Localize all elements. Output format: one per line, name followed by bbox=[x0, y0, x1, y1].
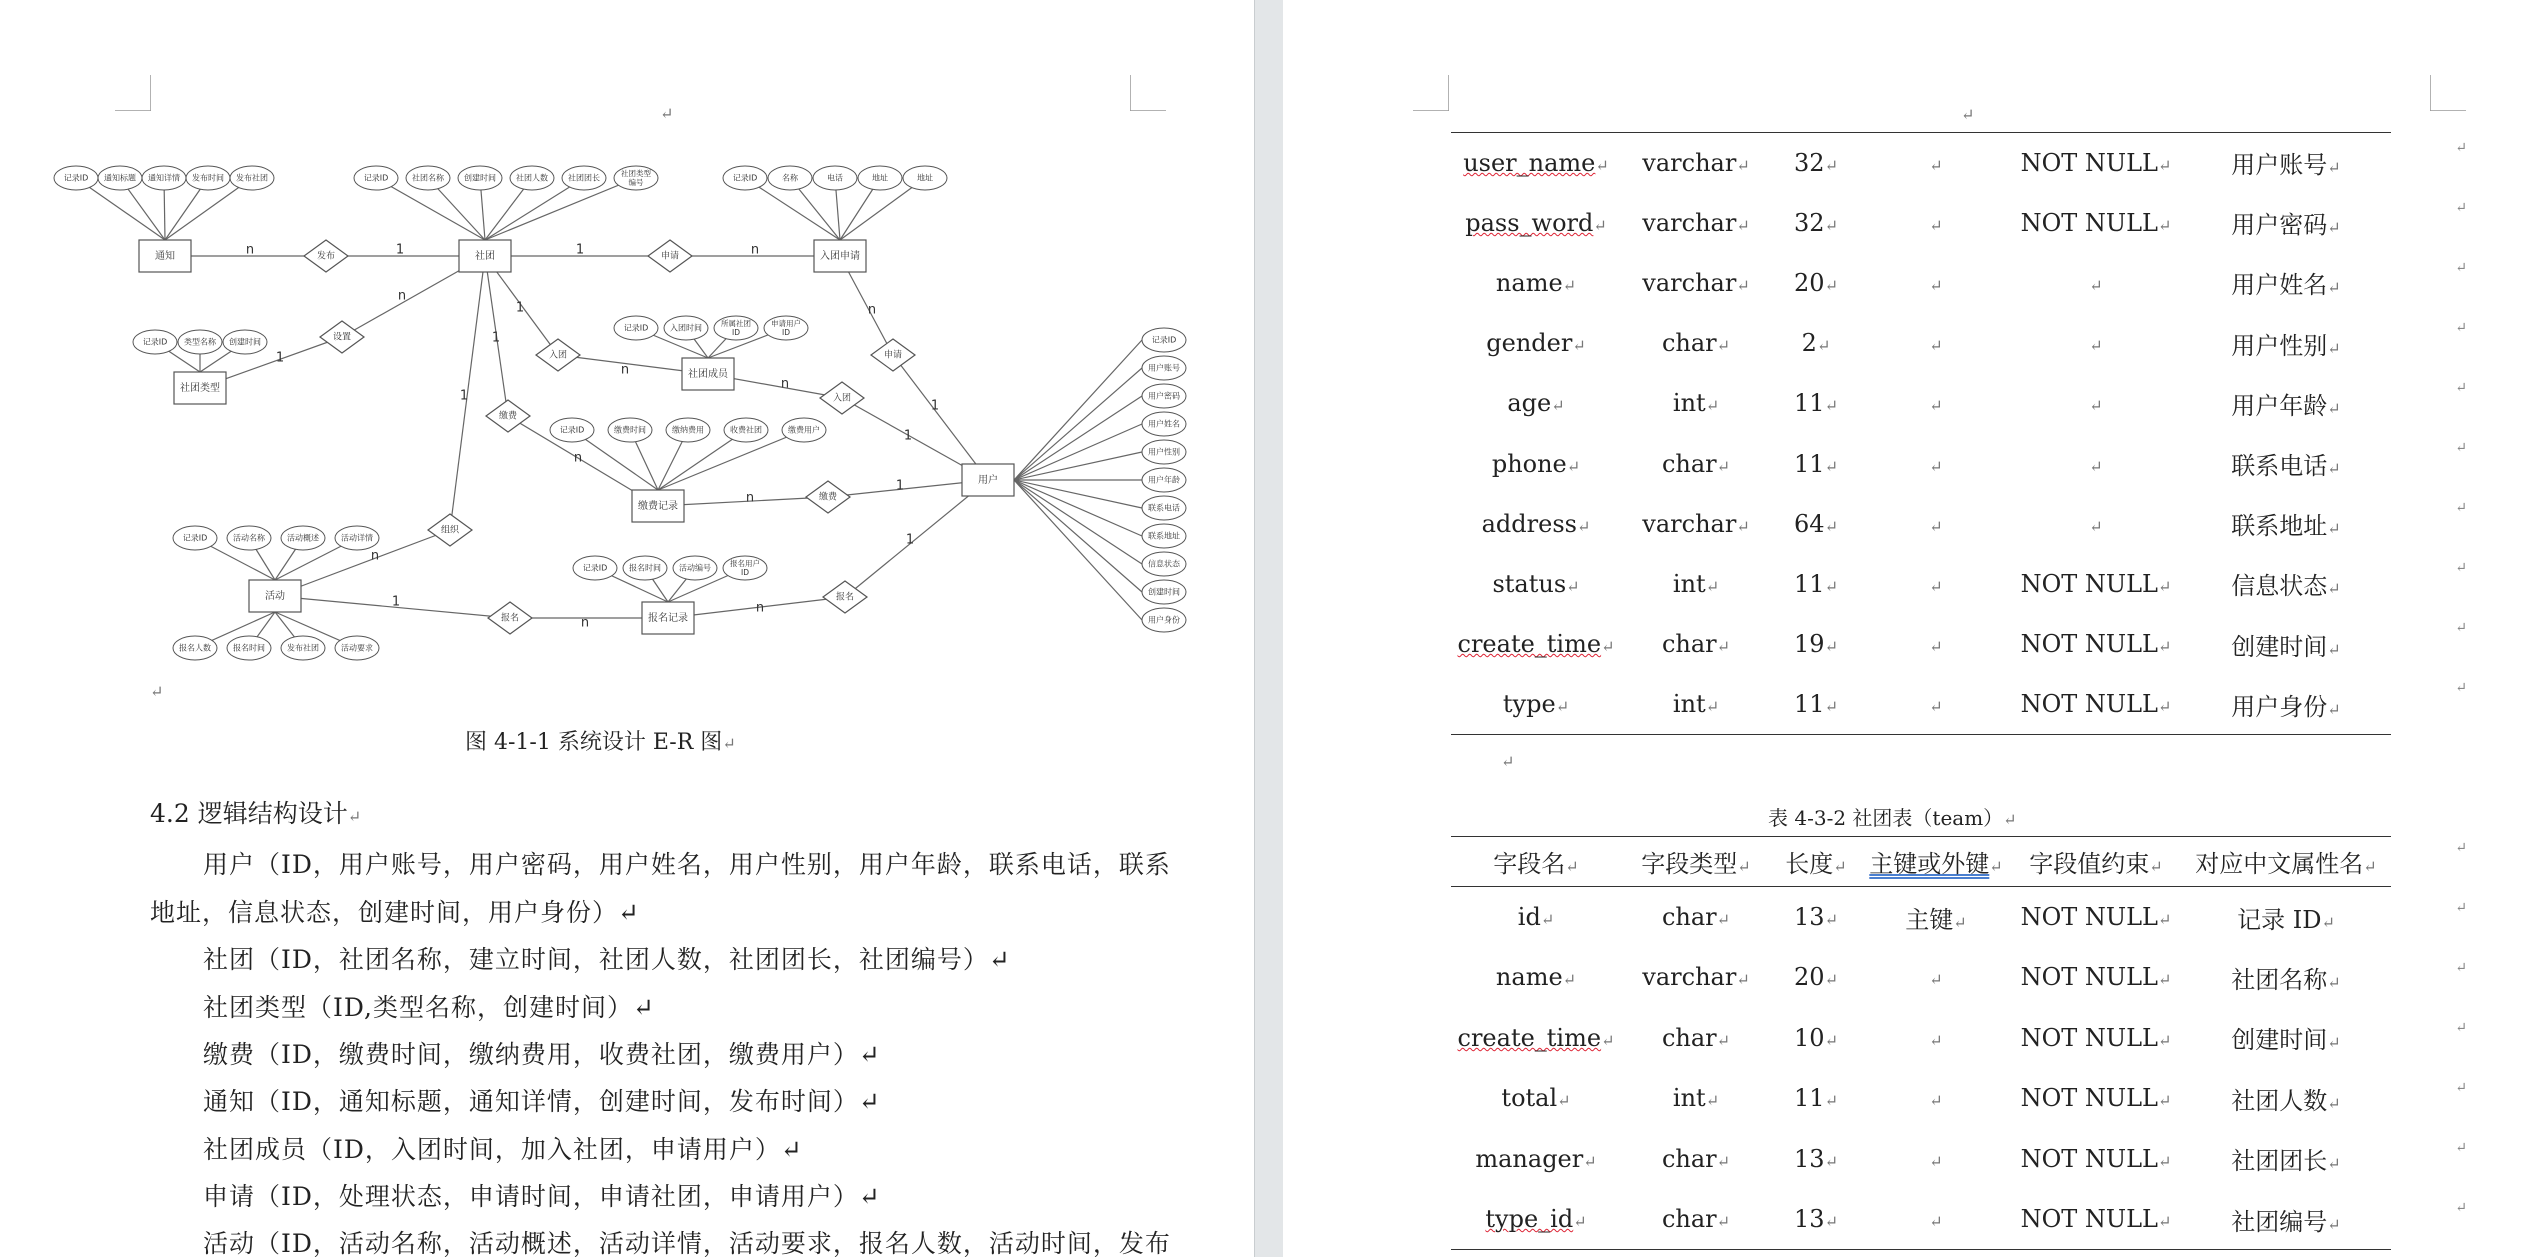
table-cell: NOT NULL↵ bbox=[2020, 903, 2172, 931]
table-cell: char↵ bbox=[1661, 1205, 1731, 1233]
table-cell: type_id↵ bbox=[1485, 1205, 1587, 1233]
er-connector bbox=[1014, 396, 1142, 480]
table-row bbox=[1451, 133, 2391, 193]
table-cell: int↵ bbox=[1672, 690, 1720, 719]
team-table bbox=[1451, 836, 2391, 1250]
er-attribute-label: 用户密码 bbox=[1148, 391, 1180, 401]
table-cell: char↵ bbox=[1661, 630, 1731, 659]
table-cell: ↵ bbox=[1929, 336, 1943, 356]
er-attribute-label: 缴费时间 bbox=[614, 425, 646, 435]
paragraph-mark: ↵ bbox=[1501, 752, 1515, 771]
er-cardinality: n bbox=[370, 548, 380, 564]
er-attribute-label: 信息状态 bbox=[1148, 559, 1180, 569]
table-row bbox=[1451, 674, 2391, 734]
paragraph-mark: ↵ bbox=[2455, 1080, 2467, 1096]
table-cell: ↵ bbox=[1929, 275, 1943, 295]
table-header-cell: 对应中文属性名↵ bbox=[2195, 850, 2377, 878]
er-attribute-label: 收费社团 bbox=[730, 425, 762, 435]
er-entity-label: 用户 bbox=[978, 475, 998, 486]
table-cell: user_name↵ bbox=[1463, 148, 1609, 177]
er-connector bbox=[1014, 480, 1142, 592]
er-attribute-label: 编号 bbox=[628, 178, 644, 187]
table-cell: 2↵ bbox=[1801, 329, 1831, 358]
table-cell: age↵ bbox=[1507, 389, 1565, 418]
paragraph-mark: ↵ bbox=[2455, 320, 2467, 336]
er-attribute-label: 所属社团 bbox=[721, 319, 751, 328]
table-cell: ↵ bbox=[2089, 456, 2103, 476]
table-cell: ↵ bbox=[2089, 336, 2103, 356]
paragraph-mark: ↵ bbox=[150, 682, 164, 701]
table-cell: NOT NULL↵ bbox=[2020, 1205, 2172, 1233]
er-connector bbox=[1014, 340, 1142, 480]
table-cell: 11↵ bbox=[1794, 690, 1838, 719]
er-attribute-label: ID bbox=[732, 328, 740, 337]
er-attribute-label: 联系地址 bbox=[1148, 531, 1180, 541]
table-cell: ↵ bbox=[2089, 275, 2103, 295]
er-entity-label: 社团类型 bbox=[180, 383, 220, 394]
er-attribute-label: 记录ID bbox=[582, 563, 608, 573]
er-diagram bbox=[40, 150, 1220, 670]
table-cell: 64↵ bbox=[1794, 509, 1838, 538]
paragraph-mark: ↵ bbox=[2455, 260, 2467, 276]
er-relationship-label: 报名 bbox=[835, 592, 855, 603]
er-entity-label: 入团申请 bbox=[820, 251, 860, 262]
er-attribute-label: 创建时间 bbox=[1148, 587, 1180, 597]
table-cell: 11↵ bbox=[1794, 1084, 1838, 1113]
er-relationship-label: 缴费 bbox=[818, 492, 838, 503]
table-cell: id↵ bbox=[1517, 903, 1555, 931]
er-cardinality: n bbox=[620, 362, 630, 378]
table-cell: NOT NULL↵ bbox=[2020, 569, 2172, 598]
table-header-cell: 字段名↵ bbox=[1493, 850, 1579, 878]
table-cell: ↵ bbox=[1929, 1091, 1943, 1111]
table-cell: 用户身份↵ bbox=[2231, 692, 2341, 721]
paragraph-mark: ↵ bbox=[2455, 840, 2467, 856]
left-page bbox=[0, 0, 1254, 1257]
paragraph-mark: ↵ bbox=[2455, 620, 2467, 636]
er-cardinality: 1 bbox=[395, 242, 405, 258]
er-cardinality: n bbox=[580, 615, 590, 631]
er-relationship-label: 入团 bbox=[832, 393, 852, 404]
er-relationship-label: 组织 bbox=[440, 525, 460, 536]
er-attribute-label: 社团名称 bbox=[412, 173, 444, 183]
paragraph-mark: ↵ bbox=[2455, 1140, 2467, 1156]
table-cell: phone↵ bbox=[1491, 449, 1581, 478]
er-attribute-label: 报名时间 bbox=[233, 643, 265, 653]
er-attribute-label: 地址 bbox=[917, 173, 933, 183]
er-cardinality: 1 bbox=[275, 350, 285, 366]
table-cell: ↵ bbox=[2089, 396, 2103, 416]
table-cell: ↵ bbox=[1929, 1212, 1943, 1231]
table-cell: char↵ bbox=[1661, 903, 1731, 931]
paragraph-mark: ↵ bbox=[347, 807, 362, 826]
er-attribute-label: 记录ID bbox=[142, 337, 168, 347]
team-table-caption bbox=[1768, 802, 2017, 831]
table-row bbox=[1451, 313, 2391, 373]
page-gutter bbox=[1254, 0, 1284, 1257]
er-entity-label: 缴费记录 bbox=[638, 501, 678, 512]
table-header-cell: 主键或外键↵ bbox=[1869, 850, 2003, 878]
paragraph-mark: ↵ bbox=[2455, 380, 2467, 396]
paragraph-mark: ↵ bbox=[2455, 140, 2467, 156]
er-entity-label: 社团成员 bbox=[688, 369, 728, 380]
table-cell: 20↵ bbox=[1794, 268, 1838, 297]
er-attribute-label: 记录ID bbox=[363, 173, 389, 183]
er-attribute-label: 名称 bbox=[782, 173, 798, 183]
table-cell: varchar↵ bbox=[1642, 268, 1750, 297]
table-cell: char↵ bbox=[1661, 1144, 1731, 1173]
page-corner-mark bbox=[115, 75, 151, 111]
er-cardinality: n bbox=[755, 600, 765, 616]
er-entity-label: 通知 bbox=[155, 251, 175, 262]
er-attribute-label: 创建时间 bbox=[229, 337, 261, 347]
er-attribute-label: 社团团长 bbox=[568, 173, 600, 183]
paragraph-mark: ↵ bbox=[2455, 440, 2467, 456]
table-row bbox=[1451, 1008, 2391, 1069]
table-cell: manager↵ bbox=[1475, 1144, 1597, 1173]
er-cardinality: n bbox=[745, 490, 755, 506]
table-cell: varchar↵ bbox=[1642, 148, 1750, 177]
er-relationship-label: 申请 bbox=[883, 350, 903, 361]
paragraph-line: 申请（ID，处理状态，申请时间，申请社团，申请用户）↵ bbox=[203, 1182, 881, 1211]
er-cardinality: 1 bbox=[930, 398, 940, 414]
table-row bbox=[1451, 614, 2391, 674]
table-cell: char↵ bbox=[1661, 329, 1731, 358]
table-cell: int↵ bbox=[1672, 569, 1720, 598]
table-cell: 记录 ID↵ bbox=[2237, 905, 2335, 934]
er-cardinality: n bbox=[397, 288, 407, 304]
table-cell: ↵ bbox=[1929, 1151, 1943, 1171]
table-cell: name↵ bbox=[1495, 963, 1577, 992]
table-row bbox=[1451, 1068, 2391, 1129]
table-cell: NOT NULL↵ bbox=[2020, 690, 2172, 719]
er-attribute-label: 记录ID bbox=[182, 533, 208, 543]
table-cell: ↵ bbox=[1929, 970, 1943, 990]
table-cell: NOT NULL↵ bbox=[2020, 963, 2172, 992]
er-attribute-label: 记录ID bbox=[1151, 335, 1177, 345]
table-cell: ↵ bbox=[2089, 516, 2103, 536]
paragraph-line: 社团成员（ID，入团时间，加入社团，申请用户）↵ bbox=[203, 1135, 803, 1164]
table-cell: 创建时间↵ bbox=[2231, 1026, 2341, 1055]
er-attribute-label: 用户性别 bbox=[1148, 447, 1180, 457]
er-attribute-label: 活动概述 bbox=[287, 533, 319, 543]
er-attribute-label: 报名用户 bbox=[730, 559, 760, 568]
paragraph-mark: ↵ bbox=[1961, 105, 1975, 124]
er-relationship-label: 入团 bbox=[548, 350, 568, 361]
table-row bbox=[1451, 947, 2391, 1008]
table-cell: int↵ bbox=[1672, 1084, 1720, 1113]
table-header-row bbox=[1451, 837, 2391, 887]
er-attribute-label: 记录ID bbox=[623, 323, 649, 333]
table-row bbox=[1451, 1129, 2391, 1190]
table-cell: 联系地址↵ bbox=[2231, 512, 2341, 541]
table-cell: varchar↵ bbox=[1642, 208, 1750, 237]
paragraph-mark: ↵ bbox=[660, 104, 674, 123]
er-connector bbox=[1014, 368, 1142, 480]
table-cell: NOT NULL↵ bbox=[2020, 208, 2172, 237]
er-attribute-label: 申请用户 bbox=[771, 319, 801, 328]
paragraph-mark: ↵ bbox=[2455, 1200, 2467, 1216]
er-relationship-label: 申请 bbox=[660, 251, 680, 262]
table-cell: 用户性别↵ bbox=[2231, 331, 2341, 360]
table-cell: 用户姓名↵ bbox=[2231, 271, 2341, 300]
er-attribute-label: 入团时间 bbox=[670, 323, 702, 333]
er-cardinality: n bbox=[780, 376, 790, 392]
er-cardinality: n bbox=[245, 242, 255, 258]
er-attribute-label: 地址 bbox=[872, 173, 888, 183]
er-connector bbox=[1014, 480, 1142, 620]
figure-caption-text: 图 4-1-1 系统设计 E-R 图 bbox=[465, 730, 723, 755]
table-cell: NOT NULL↵ bbox=[2020, 1023, 2172, 1052]
er-attribute-label: 创建时间 bbox=[464, 173, 496, 183]
table-cell: char↵ bbox=[1661, 1023, 1731, 1052]
er-attribute-label: 报名人数 bbox=[179, 643, 211, 653]
er-attribute-label: ID bbox=[782, 328, 790, 337]
table-row bbox=[1451, 1189, 2391, 1250]
table-cell: gender↵ bbox=[1486, 329, 1586, 358]
table-cell: address↵ bbox=[1481, 509, 1591, 538]
er-connector bbox=[1014, 452, 1142, 480]
figure-caption bbox=[465, 725, 736, 756]
er-attribute-label: 发布时间 bbox=[192, 173, 224, 183]
paragraph-line: 地址，信息状态，创建时间，用户身份）↵ bbox=[150, 898, 640, 927]
page-corner-mark bbox=[1130, 75, 1166, 111]
paragraph-mark: ↵ bbox=[2455, 500, 2467, 516]
paragraph-mark: ↵ bbox=[2455, 560, 2467, 576]
er-cardinality: 1 bbox=[491, 330, 501, 346]
table-cell: varchar↵ bbox=[1642, 509, 1750, 538]
table-cell: ↵ bbox=[1929, 697, 1943, 717]
section-heading bbox=[150, 794, 361, 830]
paragraph-mark: ↵ bbox=[2455, 680, 2467, 696]
er-attribute-label: 社团类型 bbox=[621, 169, 651, 178]
er-connector bbox=[1014, 480, 1142, 536]
er-cardinality: 1 bbox=[515, 300, 525, 316]
table-cell: status↵ bbox=[1492, 569, 1580, 598]
er-cardinality: n bbox=[573, 450, 583, 466]
table-cell: 用户账号↵ bbox=[2231, 151, 2341, 180]
er-attribute-label: 活动要求 bbox=[341, 643, 373, 653]
er-attribute-label: 用户年龄 bbox=[1148, 475, 1180, 485]
table-cell: int↵ bbox=[1672, 389, 1720, 418]
table-cell: varchar↵ bbox=[1642, 963, 1750, 992]
er-entity-label: 活动 bbox=[265, 591, 285, 602]
table-cell: NOT NULL↵ bbox=[2020, 630, 2172, 659]
paragraph-line: 社团（ID，社团名称，建立时间，社团人数，社团团长，社团编号）↵ bbox=[203, 945, 1011, 974]
er-attribute-label: 缴纳费用 bbox=[672, 425, 704, 435]
er-attribute-label: 活动名称 bbox=[233, 533, 265, 543]
paragraph-line: 通知（ID，通知标题，通知详情，创建时间，发布时间）↵ bbox=[203, 1087, 881, 1116]
table-cell: ↵ bbox=[1929, 396, 1943, 416]
er-attribute-label: 记录ID bbox=[63, 173, 89, 183]
er-attribute-label: 缴费用户 bbox=[788, 425, 820, 435]
er-connector bbox=[1014, 480, 1142, 564]
er-connector bbox=[485, 178, 636, 240]
er-cardinality: 1 bbox=[575, 242, 585, 258]
table-cell: 用户密码↵ bbox=[2231, 211, 2341, 240]
er-cardinality: 1 bbox=[895, 478, 905, 494]
table-cell: NOT NULL↵ bbox=[2020, 148, 2172, 177]
er-attribute-label: 用户身份 bbox=[1148, 615, 1180, 625]
table-cell: 32↵ bbox=[1794, 208, 1838, 237]
er-cardinality: 1 bbox=[459, 388, 469, 404]
table-cell: name↵ bbox=[1495, 268, 1577, 297]
table-cell: ↵ bbox=[1929, 155, 1943, 175]
table-cell: 创建时间↵ bbox=[2231, 632, 2341, 661]
table-cell: NOT NULL↵ bbox=[2020, 1144, 2172, 1173]
paragraph-line: 缴费（ID，缴费时间，缴纳费用，收费社团，缴费用户）↵ bbox=[203, 1040, 881, 1069]
paragraph-mark: ↵ bbox=[2455, 200, 2467, 216]
table-cell: 社团编号↵ bbox=[2231, 1207, 2341, 1236]
table-row bbox=[1451, 494, 2391, 554]
er-attribute-label: 电话 bbox=[827, 173, 843, 183]
paragraph-mark: ↵ bbox=[2455, 900, 2467, 916]
user-table bbox=[1451, 132, 2391, 735]
table-cell: NOT NULL↵ bbox=[2020, 1084, 2172, 1113]
table-cell: ↵ bbox=[1929, 215, 1943, 235]
right-page bbox=[1283, 0, 2537, 1257]
er-entity-label: 报名记录 bbox=[648, 613, 688, 624]
table-cell: ↵ bbox=[1929, 456, 1943, 476]
er-attribute-label: 通知详情 bbox=[148, 173, 180, 183]
er-attribute-label: 报名时间 bbox=[629, 563, 661, 573]
table-cell: 社团人数↵ bbox=[2231, 1086, 2341, 1115]
er-attribute-label: 活动详情 bbox=[341, 533, 373, 543]
table-cell: 主键↵ bbox=[1905, 905, 1967, 934]
er-attribute-label: 记录ID bbox=[732, 173, 758, 183]
table-row bbox=[1451, 433, 2391, 493]
er-attribute-label: 发布社团 bbox=[236, 173, 268, 183]
table-cell: ↵ bbox=[1929, 576, 1943, 596]
table-cell: 联系电话↵ bbox=[2231, 452, 2341, 481]
er-attribute-label: ID bbox=[741, 568, 749, 577]
table-cell: 11↵ bbox=[1794, 449, 1838, 478]
er-relationship-label: 发布 bbox=[316, 251, 336, 262]
section-heading-text: 4.2 逻辑结构设计 bbox=[150, 799, 348, 828]
table-cell: ↵ bbox=[1929, 1030, 1943, 1050]
er-entity-label: 社团 bbox=[475, 251, 495, 262]
er-attribute-label: 通知标题 bbox=[104, 173, 136, 183]
table-cell: char↵ bbox=[1661, 449, 1731, 478]
table-cell: 用户年龄↵ bbox=[2231, 391, 2341, 420]
table-cell: pass_word↵ bbox=[1465, 208, 1607, 237]
table-cell: create_time↵ bbox=[1457, 1023, 1615, 1052]
table-cell: 20↵ bbox=[1794, 963, 1838, 992]
table-cell: 19↵ bbox=[1794, 630, 1838, 659]
table-cell: 社团团长↵ bbox=[2231, 1147, 2341, 1176]
er-connector bbox=[1014, 424, 1142, 480]
table-cell: total↵ bbox=[1501, 1084, 1571, 1113]
table-cell: ↵ bbox=[1929, 516, 1943, 536]
paragraph-line: 社团类型（ID,类型名称，创建时间）↵ bbox=[203, 993, 655, 1022]
er-connector bbox=[845, 480, 988, 597]
paragraph-line: 活动（ID，活动名称，活动概述，活动详情，活动要求，报名人数，活动时间，发布 bbox=[203, 1229, 1171, 1257]
table-cell: 11↵ bbox=[1794, 569, 1838, 598]
page-corner-mark bbox=[1413, 75, 1449, 111]
er-cardinality: 1 bbox=[903, 428, 913, 444]
er-cardinality: 1 bbox=[391, 594, 401, 610]
table-cell: 13↵ bbox=[1794, 1205, 1838, 1233]
er-relationship-label: 缴费 bbox=[498, 411, 518, 422]
table-cell: type↵ bbox=[1502, 690, 1570, 719]
table-row bbox=[1451, 193, 2391, 253]
table-header-cell: 字段类型↵ bbox=[1641, 850, 1751, 878]
table-row bbox=[1451, 253, 2391, 313]
er-cardinality: n bbox=[750, 242, 760, 258]
er-attribute-label: 发布社团 bbox=[287, 643, 319, 653]
paragraph-mark: ↵ bbox=[2455, 1020, 2467, 1036]
table-row bbox=[1451, 554, 2391, 614]
paragraph-line: 用户（ID，用户账号，用户密码，用户姓名，用户性别，用户年龄，联系电话，联系 bbox=[203, 850, 1171, 879]
er-cardinality: 1 bbox=[905, 532, 915, 548]
er-attribute-label: 用户姓名 bbox=[1148, 419, 1180, 429]
page-corner-mark bbox=[2430, 75, 2466, 111]
paragraph-mark: ↵ bbox=[722, 734, 736, 753]
er-relationship-label: 报名 bbox=[500, 613, 520, 624]
table-cell: 10↵ bbox=[1794, 1023, 1838, 1052]
team-table-caption-text: 表 4-3-2 社团表（team） bbox=[1768, 806, 2004, 830]
table-cell: create_time↵ bbox=[1457, 630, 1615, 659]
er-attribute-label: 联系电话 bbox=[1148, 503, 1180, 513]
paragraph-mark: ↵ bbox=[2455, 960, 2467, 976]
er-attribute-label: 记录ID bbox=[559, 425, 585, 435]
paragraph-mark: ↵ bbox=[2003, 810, 2017, 829]
table-header-cell: 长度↵ bbox=[1785, 850, 1847, 878]
table-cell: 13↵ bbox=[1794, 903, 1838, 931]
er-cardinality: n bbox=[867, 302, 877, 318]
er-attribute-label: 社团人数 bbox=[516, 173, 548, 183]
table-cell: 13↵ bbox=[1794, 1144, 1838, 1173]
table-row bbox=[1451, 887, 2391, 948]
table-cell: ↵ bbox=[1929, 637, 1943, 657]
table-cell: 32↵ bbox=[1794, 148, 1838, 177]
table-cell: 11↵ bbox=[1794, 389, 1838, 418]
er-relationship-label: 设置 bbox=[332, 332, 352, 343]
er-attribute-label: 类型名称 bbox=[184, 337, 216, 347]
table-header-cell: 字段值约束↵ bbox=[2029, 850, 2163, 878]
er-connector bbox=[1014, 480, 1142, 508]
table-cell: 信息状态↵ bbox=[2231, 572, 2341, 601]
er-attribute-label: 用户账号 bbox=[1148, 363, 1180, 373]
table-cell: 社团名称↵ bbox=[2231, 965, 2341, 994]
table-row bbox=[1451, 373, 2391, 433]
er-connector bbox=[893, 355, 988, 480]
er-attribute-label: 活动编号 bbox=[679, 563, 711, 573]
